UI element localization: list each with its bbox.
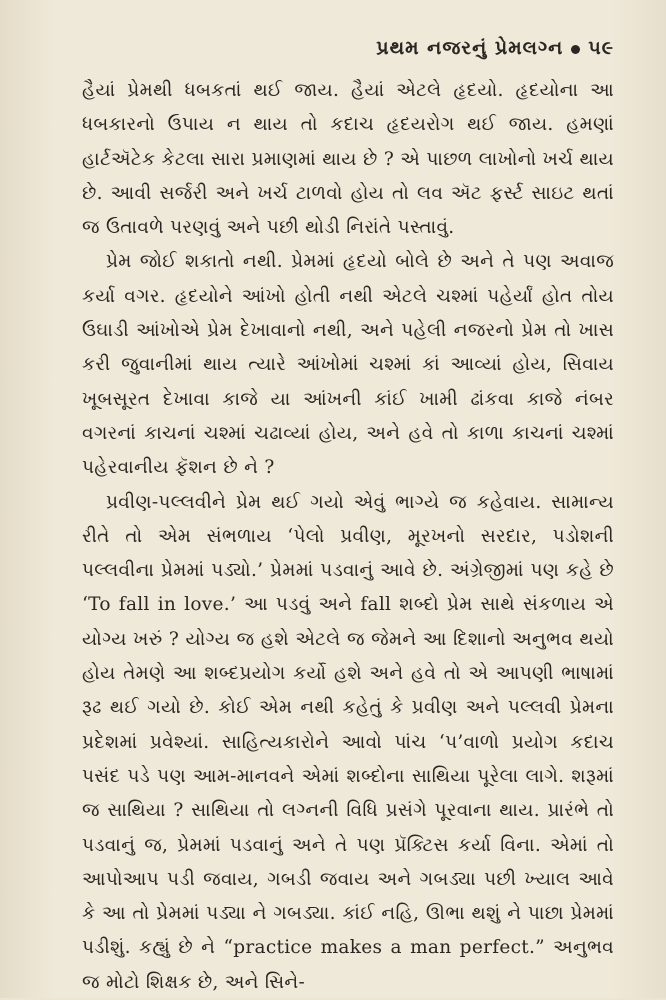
paragraph: પ્રેમ જોઈ શકાતો નથી. પ્રેમમાં હૃદયો બોલે છે અને તે પણ અવાજ કર્યા વગર. હૃદયોને આંખો હોતી નથી એટલે ચશ્માં પહેર્યાં હોત તોય ઉઘાડી આંખોએ પ્રેમ દેખાવાનો નથી, અને પહેલી નજરનો પ્રેમ તો ખાસ કરી જુવાનીમાં થાય ત્યારે આંખોમાં ચશ્માં કાં આવ્યાં હોય, સિવાય ખૂબસૂરત દેખાવા કાજે યા આંખની કાંઈ ખામી ઢાંકવા કાજે નંબર વગરનાં કાચનાં ચશ્માં ચઢાવ્યાં હોય, અને હવે તો કાળા કાચનાં ચશ્માં પહેરવાનીય ફૅશન છે ને ? xyxy=(82,251,614,479)
paragraph: પ્રવીણ-પલ્લવીને પ્રેમ થઈ ગયો એવું ભાગ્યે જ કહેવાય. સામાન્ય રીતે તો એમ સંભળાય ‘પેલો પ્રવીણ, મૂરખનો સરદાર, પડોશની પલ્લવીના પ્રેમમાં પડ્યો.’ પ્રેમમાં પડવાનું આવે છે. અંગ્રેજીમાં પણ કહે છે ‘To fall in love.’ આ પડવું અને fall શબ્દો પ્રેમ સાથે સંકળાય એ યોગ્ય ખરું ? યોગ્ય જ હશે એટલે જ જેમને આ દિશાનો અનુભવ થયો હોય તેમણે આ શબ્દપ્રયોગ કર્યો હશે અને હવે તો એ આપણી ભાષામાં રૂઢ થઈ ગયો છે. કોઈ એમ નથી કહેતું કે પ્રવીણ અને પલ્લવી પ્રેમના પ્રદેશમાં પ્રવેશ્યાં. સાહિત્યકારોને આવો પાંચ ‘પ’વાળો પ્રયોગ કદાચ પસંદ પડે પણ આમ-માનવને એમાં શબ્દોના સાથિયા પૂરેલા લાગે. શરૂમાં જ સાથિયા ? સાથિયા તો લગ્નની વિધિ પ્રસંગે પૂરવાના થાય. પ્રારંભે તો પડવાનું જ, પ્રેમમાં પડવાનું અને તે પણ પ્રૅક્ટિસ કર્યા વિના. એમાં તો આપોઆપ પડી જવાય, ગબડી જવાય અને ગબડ્યા પછી ખ્યાલ આવે કે આ તો પ્રેમમાં પડ્યા ને ગબડ્યા. કાંઈ નહિ, ઊભા થશું ને પાછા પ્રેમમાં પડીશું. કહ્યું છે ને “practice makes a man perfect.” અનુભવ જ મોટો શિક્ષક છે, અને સિને- xyxy=(82,491,614,993)
chapter-title: પ્રથમ નજરનું પ્રેમલગ્ન xyxy=(376,37,564,59)
body-text xyxy=(82,74,614,1000)
paragraph: હૈયાં પ્રેમથી ધબકતાં થઈ જાય. હૈયાં એટલે હૃદયો. હૃદયોના આ ધબકારનો ઉપાય ન થાય તો કદાચ હૃદયરોગ થઈ જાય. હમણાં હાર્ટઍટેક કેટલા સારા પ્રમાણમાં થાય છે ? એ પાછળ લાખોનો ખર્ચ થાય છે. આવી સર્જરી અને ખર્ચ ટાળવો હોય તો લવ ઍટ ફર્સ્ટ સાઇટ થતાં જ ઉતાવળે પરણવું અને પછી થોડી નિરાંતે પસ્તાવું. xyxy=(82,80,614,239)
running-header xyxy=(82,34,614,74)
page-number: ૫૯ xyxy=(588,37,614,59)
bullet-separator xyxy=(571,45,580,54)
